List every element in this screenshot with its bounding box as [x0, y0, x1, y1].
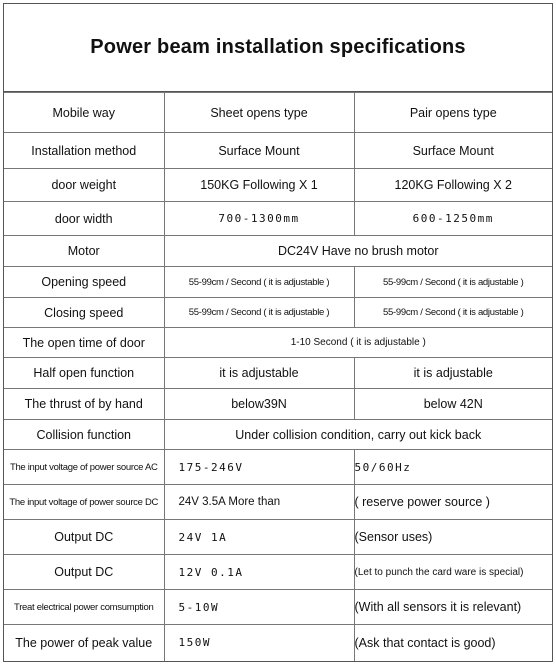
cell-b: 120KG Following X 2: [354, 169, 552, 202]
row-label: Installation method: [4, 133, 164, 169]
row-label: Opening speed: [4, 267, 164, 298]
table-row: [4, 133, 552, 169]
cell-b: it is adjustable: [354, 358, 552, 389]
cell-b: 55-99cm / Second ( it is adjustable ): [354, 267, 552, 298]
cell-a: 150KG Following X 1: [164, 169, 354, 202]
cell-a: 5-10W: [164, 590, 354, 625]
cell-b: (Ask that contact is good): [354, 625, 552, 661]
table-row: [4, 485, 552, 520]
cell-span: 1-10 Second ( it is adjustable ): [164, 328, 552, 358]
row-label: Closing speed: [4, 298, 164, 328]
cell-a: Sheet opens type: [164, 93, 354, 133]
table-row: [4, 202, 552, 236]
cell-b: 55-99cm / Second ( it is adjustable ): [354, 298, 552, 328]
cell-a: 55-99cm / Second ( it is adjustable ): [164, 267, 354, 298]
row-label: Mobile way: [4, 93, 164, 133]
table-row: [4, 625, 552, 661]
table-row: [4, 450, 552, 485]
row-label: The input voltage of power source AC: [4, 450, 164, 485]
table-row: [4, 236, 552, 267]
cell-b: (Sensor uses): [354, 520, 552, 555]
row-label: The input voltage of power source DC: [4, 485, 164, 520]
cell-b: (With all sensors it is relevant): [354, 590, 552, 625]
table-row: [4, 298, 552, 328]
cell-b: Surface Mount: [354, 133, 552, 169]
table-row: [4, 328, 552, 358]
table-row: [4, 555, 552, 590]
row-label: The thrust of by hand: [4, 389, 164, 420]
spec-table: [4, 92, 552, 661]
table-row: [4, 267, 552, 298]
row-label: Treat electrical power comsumption: [4, 590, 164, 625]
cell-a: 150W: [164, 625, 354, 661]
cell-a: below39N: [164, 389, 354, 420]
cell-span: Under collision condition, carry out kick back: [164, 420, 552, 450]
row-label: Collision function: [4, 420, 164, 450]
cell-b: 50/60Hz: [354, 450, 552, 485]
cell-a: 24V 1A: [164, 520, 354, 555]
row-label: Output DC: [4, 520, 164, 555]
cell-a: Surface Mount: [164, 133, 354, 169]
row-label: The power of peak value: [4, 625, 164, 661]
cell-b: 600-1250mm: [354, 202, 552, 236]
table-row: [4, 520, 552, 555]
table-row: [4, 389, 552, 420]
row-label: The open time of door: [4, 328, 164, 358]
row-label: Motor: [4, 236, 164, 267]
cell-b: (Let to punch the card ware is special): [354, 555, 552, 590]
cell-a: 12V 0.1A: [164, 555, 354, 590]
cell-b: below 42N: [354, 389, 552, 420]
row-label: Output DC: [4, 555, 164, 590]
table-row: [4, 169, 552, 202]
cell-a: 175-246V: [164, 450, 354, 485]
row-label: door width: [4, 202, 164, 236]
table-row: [4, 420, 552, 450]
cell-b: Pair opens type: [354, 93, 552, 133]
row-label: door weight: [4, 169, 164, 202]
row-label: Half open function: [4, 358, 164, 389]
table-row: [4, 590, 552, 625]
cell-a: 700-1300mm: [164, 202, 354, 236]
spec-sheet: [3, 3, 553, 662]
page-title: Power beam installation specifications: [4, 4, 552, 92]
cell-b: ( reserve power source ): [354, 485, 552, 520]
cell-a: it is adjustable: [164, 358, 354, 389]
cell-span: DC24V Have no brush motor: [164, 236, 552, 267]
table-row: [4, 93, 552, 133]
table-row: [4, 358, 552, 389]
cell-a: 24V 3.5A More than: [164, 485, 354, 520]
cell-a: 55-99cm / Second ( it is adjustable ): [164, 298, 354, 328]
